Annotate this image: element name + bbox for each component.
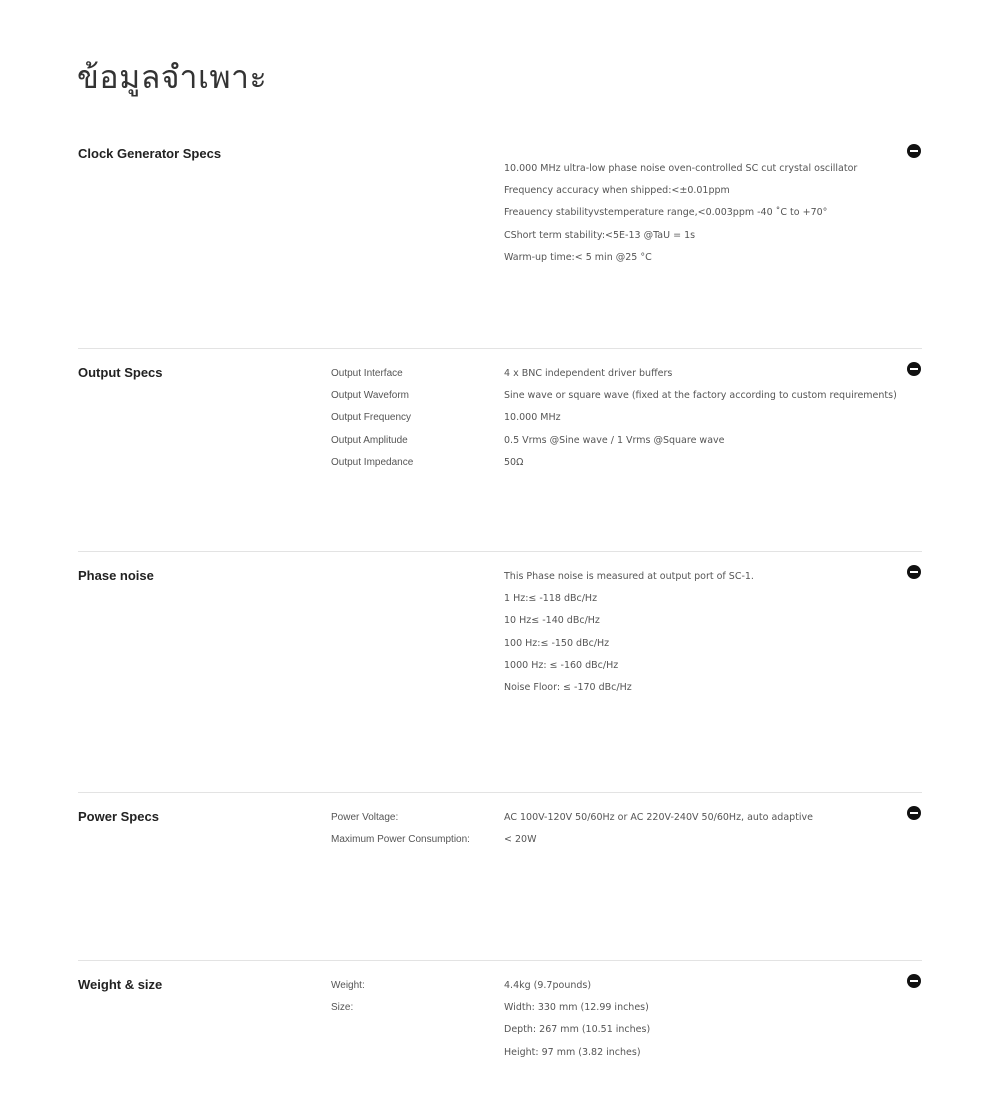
spec-value: Warm-up time:< 5 min @25 °C bbox=[504, 251, 652, 263]
section-divider bbox=[78, 551, 922, 552]
spec-value: 4 x BNC independent driver buffers bbox=[504, 368, 673, 379]
spec-value: This Phase noise is measured at output port of SC-1. bbox=[504, 571, 754, 582]
spec-label: Weight: bbox=[331, 980, 365, 991]
spec-value: 100 Hz:≤ -150 dBc/Hz bbox=[504, 637, 610, 649]
spec-value: Depth: 267 mm (10.51 inches) bbox=[504, 1024, 651, 1036]
section-title: Weight & size bbox=[78, 977, 163, 992]
spec-labels bbox=[331, 367, 413, 478]
spec-value: 4.4kg (9.7pounds) bbox=[504, 980, 592, 991]
spec-value: Sine wave or square wave (fixed at the factory according to custom requirements) bbox=[504, 390, 897, 402]
collapse-minus-icon[interactable] bbox=[907, 806, 921, 820]
section-divider bbox=[78, 792, 922, 793]
spec-value: CShort term stability:<5E-13 @TaU = 1s bbox=[504, 229, 696, 241]
spec-label: Size: bbox=[331, 1002, 354, 1014]
section-title: Power Specs bbox=[78, 809, 159, 824]
spec-value: 0.5 Vrms @Sine wave / 1 Vrms @Square wave bbox=[504, 434, 725, 446]
spec-value: Noise Floor: ≤ -170 dBc/Hz bbox=[504, 681, 632, 693]
collapse-minus-icon[interactable] bbox=[907, 144, 921, 158]
spec-label: Output Waveform bbox=[331, 390, 409, 402]
spec-label: Output Interface bbox=[331, 368, 403, 379]
spec-values bbox=[504, 162, 857, 273]
section-divider bbox=[78, 960, 922, 961]
spec-value: < 20W bbox=[504, 834, 537, 846]
spec-value: AC 100V-120V 50/60Hz or AC 220V-240V 50/60Hz, auto adaptive bbox=[504, 812, 814, 823]
spec-values bbox=[504, 811, 813, 855]
spec-values bbox=[504, 570, 754, 703]
spec-values bbox=[504, 979, 650, 1068]
spec-label: Output Impedance bbox=[331, 456, 414, 468]
spec-label: Output Amplitude bbox=[331, 434, 408, 446]
collapse-minus-icon[interactable] bbox=[907, 974, 921, 988]
section-title: Clock Generator Specs bbox=[78, 146, 222, 161]
collapse-minus-icon[interactable] bbox=[907, 362, 921, 376]
section-title: Output Specs bbox=[78, 365, 163, 380]
section-title: Phase noise bbox=[78, 568, 154, 583]
spec-value: Width: 330 mm (12.99 inches) bbox=[504, 1002, 649, 1014]
spec-value: 10.000 MHz ultra-low phase noise oven-controlled SC cut crystal oscillator bbox=[504, 163, 858, 174]
spec-labels bbox=[331, 811, 470, 855]
spec-value: 1 Hz:≤ -118 dBc/Hz bbox=[504, 593, 598, 605]
spec-value: Height: 97 mm (3.82 inches) bbox=[504, 1046, 641, 1058]
spec-label: Output Frequency bbox=[331, 412, 412, 424]
spec-labels bbox=[331, 979, 365, 1023]
spec-value: 10.000 MHz bbox=[504, 412, 561, 424]
spec-value: Frequency accuracy when shipped:<±0.01ppm bbox=[504, 185, 730, 197]
spec-value: Freauency stabilityvstemperature range,<0.003ppm -40 ˚C to +70° bbox=[504, 207, 828, 219]
spec-value: 1000 Hz: ≤ -160 dBc/Hz bbox=[504, 659, 619, 671]
section-divider bbox=[78, 348, 922, 349]
spec-values bbox=[504, 367, 897, 478]
collapse-minus-icon[interactable] bbox=[907, 565, 921, 579]
page-title: ข้อมูลจำเพาะ bbox=[77, 58, 268, 96]
spec-value: 10 Hz≤ -140 dBc/Hz bbox=[504, 615, 600, 627]
spec-label: Power Voltage: bbox=[331, 812, 399, 823]
spec-label: Maximum Power Consumption: bbox=[331, 834, 470, 846]
spec-value: 50Ω bbox=[504, 456, 524, 468]
